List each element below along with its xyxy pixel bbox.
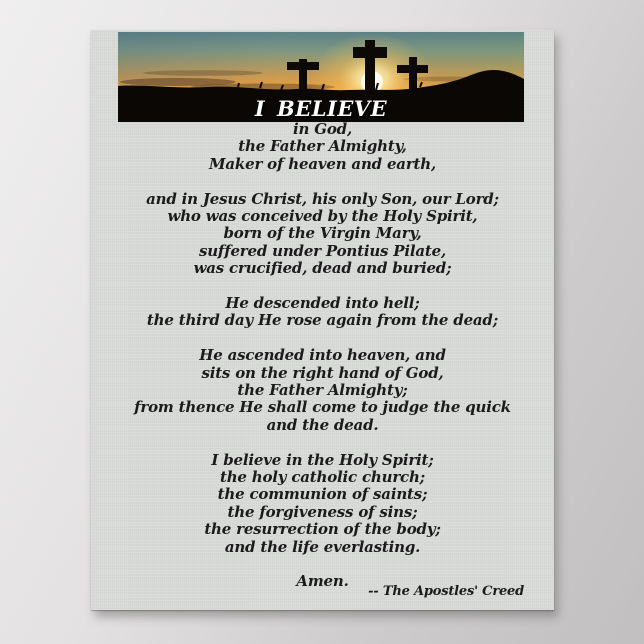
creed-text <box>91 121 554 591</box>
creed-line: was crucified, dead and buried; <box>193 259 452 278</box>
creed-line: sits on the right hand of God, <box>201 363 444 382</box>
creed-line: the Father Almighty, <box>238 137 407 156</box>
creed-line: born of the Virgin Mary, <box>223 224 422 243</box>
creed-stanza-3 <box>91 295 554 330</box>
creed-line: in God, <box>293 120 352 138</box>
creed-line: and in Jesus Christ, his only Son, our Lord; <box>146 189 499 208</box>
creed-stanza-1 <box>91 121 554 173</box>
sunset-photo <box>118 32 524 122</box>
creed-line: the holy catholic church; <box>219 468 425 487</box>
amen-line: Amen. <box>296 572 349 591</box>
creed-line: suffered under Pontius Pilate, <box>198 241 446 260</box>
photo-title-overlay: I BELIEVE <box>254 96 388 121</box>
creed-line: from thence He shall come to judge the quick <box>134 398 511 417</box>
creed-line: and the life everlasting. <box>224 537 421 556</box>
creed-stanza-4 <box>91 347 554 434</box>
creed-stanza-5 <box>91 452 554 556</box>
creed-line: the resurrection of the body; <box>204 520 441 539</box>
poster <box>91 30 554 610</box>
creed-line: the Father Almighty; <box>237 381 408 400</box>
creed-stanza-2 <box>91 191 554 278</box>
creed-line: I believe in the Holy Spirit; <box>211 450 434 469</box>
creed-line: Maker of heaven and earth, <box>209 154 436 173</box>
creed-line: He descended into hell; <box>225 294 420 313</box>
creed-line: the third day He rose again from the dead; <box>146 311 499 330</box>
creed-line: the forgiveness of sins; <box>227 502 418 521</box>
creed-line: the communion of saints; <box>217 485 428 504</box>
creed-line: and the dead. <box>266 415 379 434</box>
creed-line: who was conceived by the Holy Spirit, <box>167 207 478 226</box>
attribution-line: -- The Apostles' Creed <box>368 584 524 599</box>
creed-line: He ascended into heaven, and <box>199 346 446 365</box>
